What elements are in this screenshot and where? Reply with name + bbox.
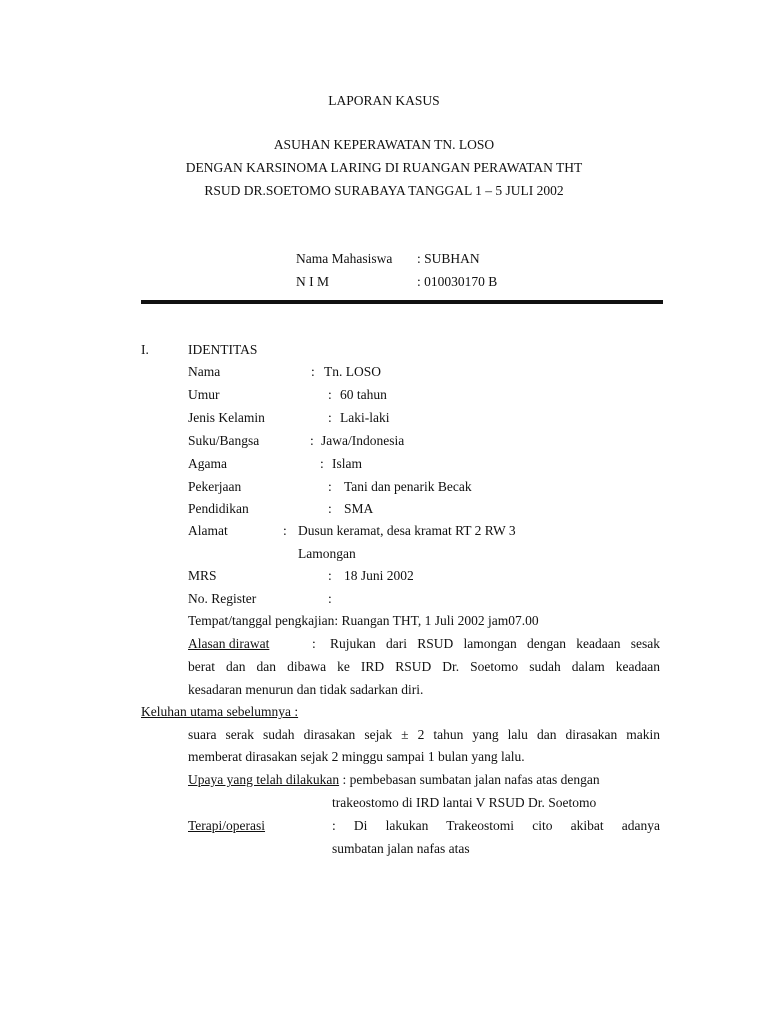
- report-subtitle-line-3: RSUD DR.SOETOMO SURABAYA TANGGAL 1 – 5 JULI 2002: [204, 183, 564, 198]
- alasan-dirawat-line-1: Rujukan dari RSUD lamongan dengan keadaan sesak: [330, 636, 660, 651]
- alasan-dirawat-line-3: kesadaran menurun dan tidak sadarkan diri.: [188, 682, 424, 697]
- pekerjaan-value: Tani dan penarik Becak: [344, 479, 472, 494]
- umur-value: 60 tahun: [340, 387, 387, 402]
- suku-bangsa-value: Jawa/Indonesia: [321, 433, 405, 448]
- mrs-colon: :: [328, 568, 332, 583]
- umur-label: Umur: [188, 387, 220, 402]
- student-name-value: : SUBHAN: [417, 251, 480, 266]
- terapi-label: Terapi/operasi: [188, 818, 266, 833]
- student-nim-value: : 010030170 B: [417, 274, 498, 289]
- horizontal-rule: [141, 300, 663, 304]
- section-title: IDENTITAS: [188, 342, 258, 357]
- pekerjaan-colon: :: [328, 479, 332, 494]
- suku-bangsa-label: Suku/Bangsa: [188, 433, 260, 448]
- keluhan-utama-line-1: suara serak sudah dirasakan sejak ± 2 tahun yang lalu dan dirasakan makin: [188, 727, 660, 742]
- upaya-row: [188, 772, 600, 788]
- pendidikan-label: Pendidikan: [188, 501, 249, 516]
- jenis-kelamin-colon: :: [328, 410, 332, 425]
- alamat-colon: :: [283, 523, 287, 538]
- upaya-label: Upaya yang telah dilakukan: [188, 772, 340, 787]
- jenis-kelamin-label: Jenis Kelamin: [188, 410, 265, 425]
- tempat-tanggal-pengkajian: Tempat/tanggal pengkajian: Ruangan THT, 1 Juli 2002 jam07.00: [188, 613, 539, 628]
- nama-value: Tn. LOSO: [324, 364, 381, 379]
- alamat-value-line-1: Dusun keramat, desa kramat RT 2 RW 3: [298, 523, 516, 538]
- upaya-line-2: trakeostomo di IRD lantai V RSUD Dr. Soetomo: [332, 795, 597, 810]
- report-subtitle-line-1: ASUHAN KEPERAWATAN TN. LOSO: [273, 137, 495, 152]
- report-subtitle-line-2: DENGAN KARSINOMA LARING DI RUANGAN PERAWATAN THT: [185, 160, 583, 175]
- agama-value: Islam: [332, 456, 362, 471]
- agama-colon: :: [320, 456, 324, 471]
- pendidikan-value: SMA: [344, 501, 374, 516]
- terapi-line-2: sumbatan jalan nafas atas: [332, 841, 470, 856]
- section-number: I.: [141, 342, 149, 357]
- student-nim-label: N I M: [296, 274, 329, 289]
- report-title: LAPORAN KASUS: [328, 93, 440, 108]
- pekerjaan-label: Pekerjaan: [188, 479, 242, 494]
- alamat-label: Alamat: [188, 523, 228, 538]
- register-label: No. Register: [188, 591, 257, 606]
- alamat-value-line-2: Lamongan: [298, 546, 356, 561]
- register-colon: :: [328, 591, 332, 606]
- terapi-line-1: : Di lakukan Trakeostomi cito akibat adanya: [332, 818, 660, 833]
- alasan-dirawat-label: Alasan dirawat: [188, 636, 270, 651]
- agama-label: Agama: [188, 456, 227, 471]
- alasan-dirawat-colon: :: [312, 636, 316, 651]
- student-name-label: Nama Mahasiswa: [296, 251, 393, 266]
- keluhan-utama-line-2: memberat dirasakan sejak 2 minggu sampai 1 bulan yang lalu.: [188, 749, 525, 764]
- upaya-text: : pembebasan sumbatan jalan nafas atas dengan: [339, 772, 600, 787]
- nama-colon: :: [311, 364, 315, 379]
- mrs-value: 18 Juni 2002: [344, 568, 414, 583]
- mrs-label: MRS: [188, 568, 217, 583]
- alasan-dirawat-line-2: berat dan dan dibawa ke IRD RSUD Dr. Soetomo sudah dalam keadaan: [188, 659, 660, 674]
- keluhan-utama-label: Keluhan utama sebelumnya :: [141, 704, 299, 719]
- pendidikan-colon: :: [328, 501, 332, 516]
- jenis-kelamin-value: Laki-laki: [340, 410, 390, 425]
- suku-bangsa-colon: :: [310, 433, 314, 448]
- umur-colon: :: [328, 387, 332, 402]
- nama-label: Nama: [188, 364, 221, 379]
